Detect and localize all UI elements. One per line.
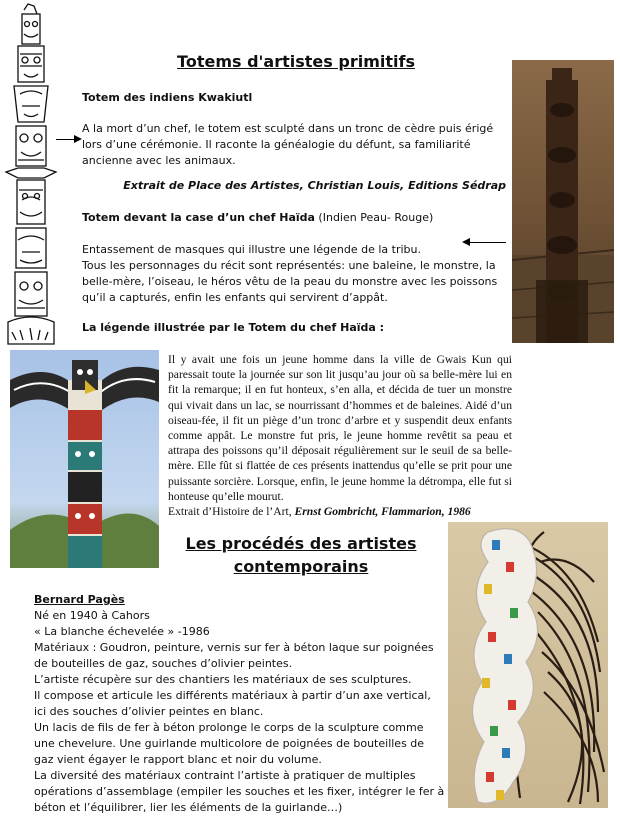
pages-p3: Un lacis de fils de fer à béton prolonge le corps de la sculpture comme une chevelure. Une guirlande multicolore de poignées de bouteilles de gaz vient égayer le rapport blanc et noir du volume. [34,721,425,766]
kwakiutl-text: A la mort d’un chef, le totem est sculpté dans un tronc de cèdre puis érigé lors d’une cérémonie. Il raconte la généalogie du défunt, sa familiarité ancienne avec les animaux. [82,122,494,167]
haida-description [82,242,506,306]
pages-description [34,592,446,816]
haida-heading-suffix: (Indien Peau- Rouge) [314,211,434,224]
artist-born: Né en 1940 à Cahors [34,609,150,622]
colorful-totem-photo [10,350,159,568]
section-title-contemporains [170,532,432,578]
materials: Matériaux : Goudron, peinture, vernis sur fer à béton laque sur poignées de bouteilles de gaz, souches d’olivier peintes. [34,641,434,670]
artist-name-text: Bernard Pagès [34,593,125,606]
section-title-line1: Les procédés des artistes [185,534,417,553]
legend-heading-text: La légende illustrée par le Totem du chef Haïda : [82,321,385,334]
citation-histoire-prefix: Extrait d’Histoire de l’Art, [168,505,295,519]
pages-p4: La diversité des matériaux contraint l’artiste à pratiquer de multiples opérations d’assemblage (empiler les souches et les fixer, intégrer le fer à béton et l’équilibrer, lier les éléments de la guirlande…) [34,769,445,814]
kwakiutl-heading-text: Totem des indiens Kwakiutl [82,91,253,104]
citation-place-des-artistes: Extrait de Place des Artistes, Christian Louis, Editions Sédrap [123,179,506,192]
legend-story [168,352,512,519]
kwakiutl-totem-drawing [4,2,58,350]
legend-heading [82,320,506,336]
haida-heading [82,210,506,226]
work-title: « La blanche échevelée » -1986 [34,625,210,638]
section-title-line2: contemporains [233,557,369,576]
citation-gombrich-source [82,178,506,194]
haida-p1: Entassement de masques qui illustre une légende de la tribu. [82,243,421,256]
haida-totem-photo [512,60,614,343]
artist-name [34,592,446,608]
haida-p2: Tous les personnages du récit sont représentés: une baleine, le monstre, la belle-mère, l’oiseau, le héros vêtu de la peau du monstre avec les poissons qu’il a capturés, enfin les enfants qui servirent d’appât. [82,259,498,304]
pages-p1: L’artiste récupère sur des chantiers les matériaux de ses sculptures. [34,673,412,686]
section-title-primitifs: Totems d'artistes primitifs [177,52,415,71]
pages-p2: Il compose et articule les différents matériaux à partir d’un axe vertical, ici des souches d’olivier peintes en blanc. [34,689,431,718]
kwakiutl-heading [82,90,502,106]
citation-histoire-source: Ernst Gombricht, Flammarion, 1986 [294,505,471,519]
arrow-right-icon [56,139,80,140]
legend-story-text: Il y avait une fois un jeune homme dans la ville de Gwais Kun qui paressait toute la journée sur son lit jusqu’au jour où sa belle-mère lui en fit la remarque; il en fut honteux, s’en alla, et décida de tuer un monstre qui vivait dans un lac, se nourrissant d’hommes et de baleines. Aidé d’un oiseau-fée, il fit un piège d’un tronc d’arbre et y suspendit deux enfants comme appât. Le monstre fut pris, le jeune homme revêtit sa peau et attrapa des poissons qu’il déposait régulièrement sur le seuil de sa belle-mère. Elle fût si flattée de ces présents inattendus qu’elle se prit pour une puissante sorcière. Lorsque, enfin, le jeune homme la détrompa, elle fut si honteuse qu’elle mourut. [168,353,512,503]
sculpture-photo [448,522,608,808]
haida-heading-bold: Totem devant la case d’un chef Haïda [82,211,315,224]
